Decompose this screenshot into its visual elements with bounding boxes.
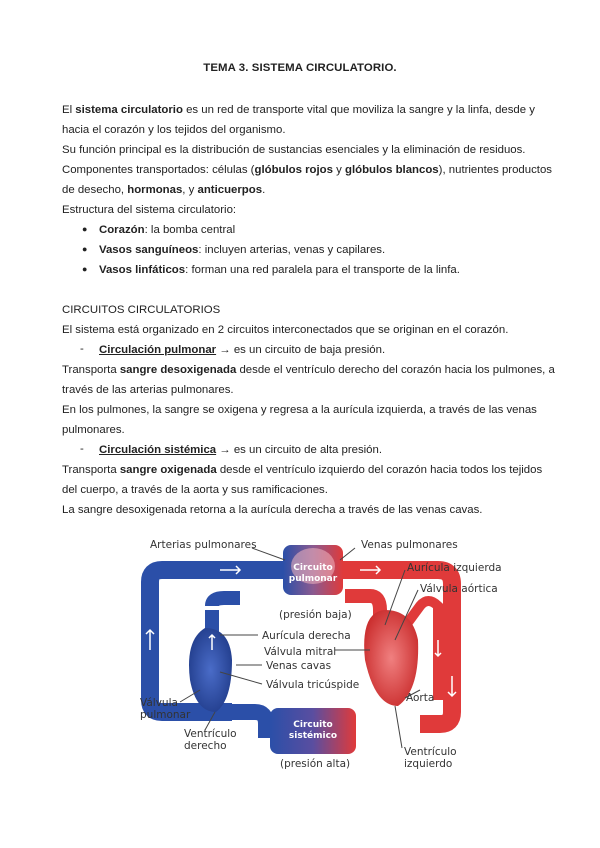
label-valvula-mitral: Válvula mitral	[264, 646, 337, 658]
pulmonar-text-3: En los pulmones, la sangre se oxigena y regresa a la aurícula izquierda, a través de las venas	[62, 404, 537, 416]
intro-line-6: Estructura del sistema circulatorio:	[62, 204, 237, 216]
sistemica-text-1: Transporta sangre oxigenada desde el ventrículo izquierdo del corazón hacia todos los tejidos	[62, 464, 543, 476]
label-ventriculo-derecho-2: derecho	[184, 740, 227, 752]
label-arterias-pulmonares: Arterias pulmonares	[150, 539, 257, 551]
heart-right-side	[189, 628, 232, 712]
bullet-icon: ●	[82, 244, 88, 254]
label-valvula-pulmonar-2: pulmonar	[140, 709, 191, 721]
label-valvula-aortica: Válvula aórtica	[420, 583, 498, 595]
circuito-pulmonar-label-2: pulmonar	[288, 574, 338, 584]
pulmonar-text-4: pulmonares.	[62, 424, 125, 436]
label-presion-baja: (presión baja)	[279, 609, 352, 621]
label-aorta: Aorta	[406, 692, 435, 704]
label-ventriculo-derecho-1: Ventrículo	[184, 728, 237, 740]
sistemica-text-3: La sangre desoxigenada retorna a la aurícula derecha a través de las venas cavas.	[62, 504, 483, 516]
intro-line-4: Componentes transportados: células (glóbulos rojos y glóbulos blancos), nutrientes productos	[62, 164, 552, 176]
label-presion-alta: (presión alta)	[280, 758, 351, 770]
section-heading: CIRCUITOS CIRCULATORIOS	[62, 304, 221, 316]
dash-icon: -	[80, 443, 84, 455]
label-ventriculo-izquierdo-2: izquierdo	[404, 758, 453, 770]
intro-line-2: hacia el corazón y los tejidos del organismo.	[62, 124, 286, 136]
list-item: Vasos sanguíneos: incluyen arterias, venas y capilares.	[99, 244, 386, 256]
list-item: Vasos linfáticos: forman una red paralela para el transporte de la linfa.	[99, 264, 460, 276]
page-title: TEMA 3. SISTEMA CIRCULATORIO.	[203, 62, 397, 74]
intro-line-5: de desecho, hormonas, y anticuerpos.	[62, 184, 266, 196]
sistemica-item: Circulación sistémica → es un circuito de alta presión.	[99, 444, 383, 456]
intro-line-1: El sistema circulatorio es un red de transporte vital que moviliza la sangre y la linfa, desde y	[62, 104, 535, 116]
pulmonar-text-2: través de las arterias pulmonares.	[62, 384, 234, 396]
label-valvula-pulmonar-1: Válvula	[140, 697, 178, 709]
circuito-pulmonar-label-1: Circuito	[293, 563, 333, 573]
intro-line-3: Su función principal es la distribución de sustancias esenciales y la eliminación de residuos.	[62, 144, 526, 156]
list-item: Corazón: la bomba central	[99, 224, 236, 236]
circuits-intro: El sistema está organizado en 2 circuitos interconectados que se originan en el corazón.	[62, 324, 509, 336]
label-auricula-derecha: Aurícula derecha	[262, 630, 351, 642]
bullet-icon: ●	[82, 224, 88, 234]
sistemica-text-2: del cuerpo, a través de la aorta y sus ramificaciones.	[62, 484, 328, 496]
bullet-icon: ●	[82, 264, 88, 274]
label-valvula-tricuspide: Válvula tricúspide	[266, 679, 360, 691]
label-auricula-izquierda: Aurícula izquierda	[407, 562, 502, 574]
circuito-sistemico-label-2: sistémico	[288, 731, 338, 741]
pulmonar-item: Circulación pulmonar → es un circuito de baja presión.	[99, 344, 386, 356]
label-ventriculo-izquierdo-1: Ventrículo	[404, 746, 457, 758]
circuito-sistemico-label-1: Circuito	[293, 720, 333, 730]
pulmonar-text-1: Transporta sangre desoxigenada desde el ventrículo derecho del corazón hacia los pulmones, a	[62, 364, 555, 376]
label-venas-cavas: Venas cavas	[266, 660, 332, 672]
label-venas-pulmonares: Venas pulmonares	[361, 539, 458, 551]
dash-icon: -	[80, 343, 84, 355]
